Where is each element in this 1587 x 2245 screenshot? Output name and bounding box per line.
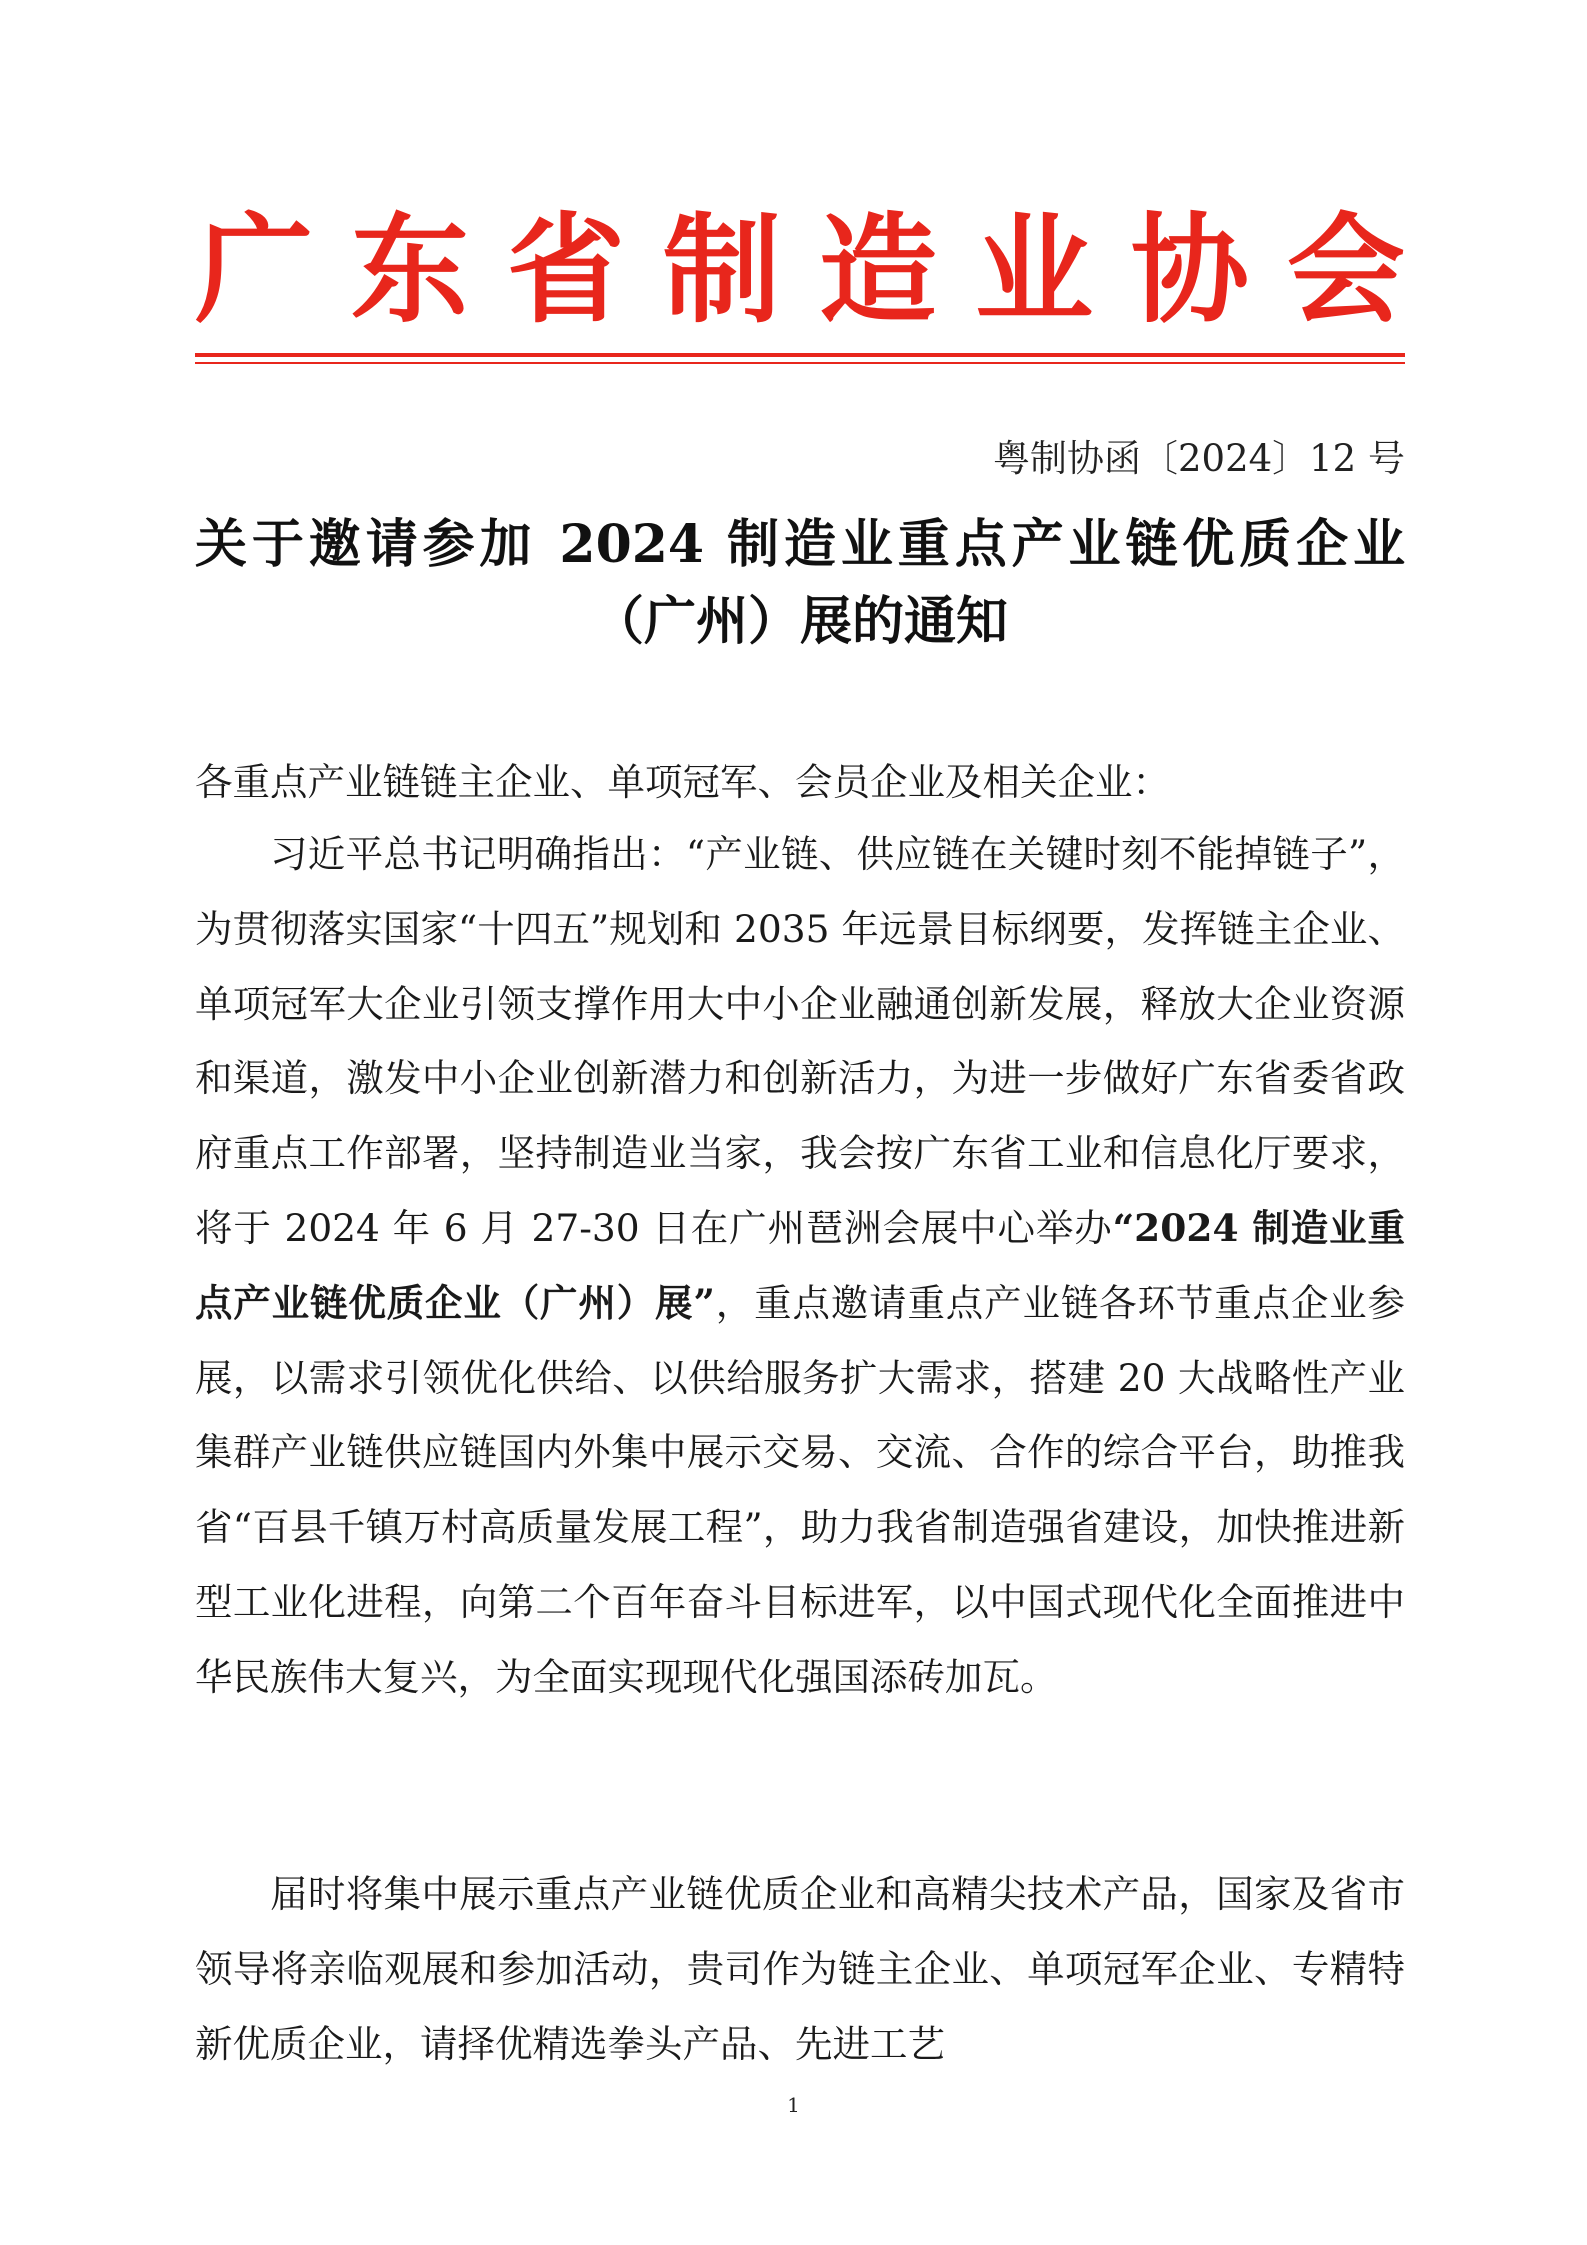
paragraph-text bbox=[195, 817, 1405, 1715]
organization-header bbox=[195, 201, 1405, 339]
org-char: 东 bbox=[350, 201, 469, 339]
org-char: 业 bbox=[974, 201, 1093, 339]
paragraph-1-text: 习近平总书记明确指出：“产业链、供应链在关键时刻不能掉链子”，为贯彻落实国家“十四五”规划和 2035 年远景目标纲要，发挥链主企业、单项冠军大企业引领支撑作用大中小企业融通创新发展，释放大企业资源和渠道，激发中小企业创新潜力和创新活力，为进一步做好广东省委省政府重点工作部署，坚持制造业当家，我会按广东省工业和信息化厅要求，将于 2024 年 6 月 27-30 日在广州琶洲会展中心举办 bbox=[195, 832, 1405, 1250]
org-char: 广 bbox=[195, 201, 314, 339]
org-char: 协 bbox=[1130, 201, 1249, 339]
org-char: 省 bbox=[506, 201, 625, 339]
body-paragraph-1 bbox=[195, 817, 1405, 1715]
org-char: 会 bbox=[1286, 201, 1405, 339]
body-paragraph-2 bbox=[195, 1857, 1405, 2081]
paragraph-2-text: 届时将集中展示重点产业链优质企业和高精尖技术产品，国家及省市领导将亲临观展和参加活动，贵司作为链主企业、单项冠军企业、专精特新优质企业，请择优精选拳头产品、先进工艺 bbox=[195, 1872, 1405, 2066]
salutation: 各重点产业链链主企业、单项冠军、会员企业及相关企业： bbox=[195, 760, 1170, 804]
document-title-line-2: （广州）展的通知 bbox=[591, 591, 1008, 652]
paragraph-1-tail: ，重点邀请重点产业链各环节重点企业参展，以需求引领优化供给、以供给服务扩大需求，搭建 20 大战略性产业集群产业链供应链国内外集中展示交易、交流、合作的综合平台，助推我省“百县千镇万村高质量发展工程”，助力我省制造强省建设，加快推进新型工业化进程，向第二个百年奋斗目标进军，以中国式现代化全面推进中华民族伟大复兴，为全面实现现代化强国添砖加瓦。 bbox=[195, 1280, 1406, 1699]
header-divider-thin bbox=[195, 362, 1405, 364]
document-title-line-1: 关于邀请参加 2024 制造业重点产业链优质企业 bbox=[195, 514, 1405, 575]
exhibition-name: “2024 制造业重点产业链优质企业（广州）展” bbox=[195, 1205, 1406, 1325]
org-char: 制 bbox=[662, 201, 781, 339]
page-number: 1 bbox=[787, 2093, 800, 2117]
header-divider bbox=[195, 353, 1405, 357]
org-char: 造 bbox=[818, 201, 937, 339]
document-number: 粤制协函〔2024〕12 号 bbox=[992, 437, 1405, 480]
